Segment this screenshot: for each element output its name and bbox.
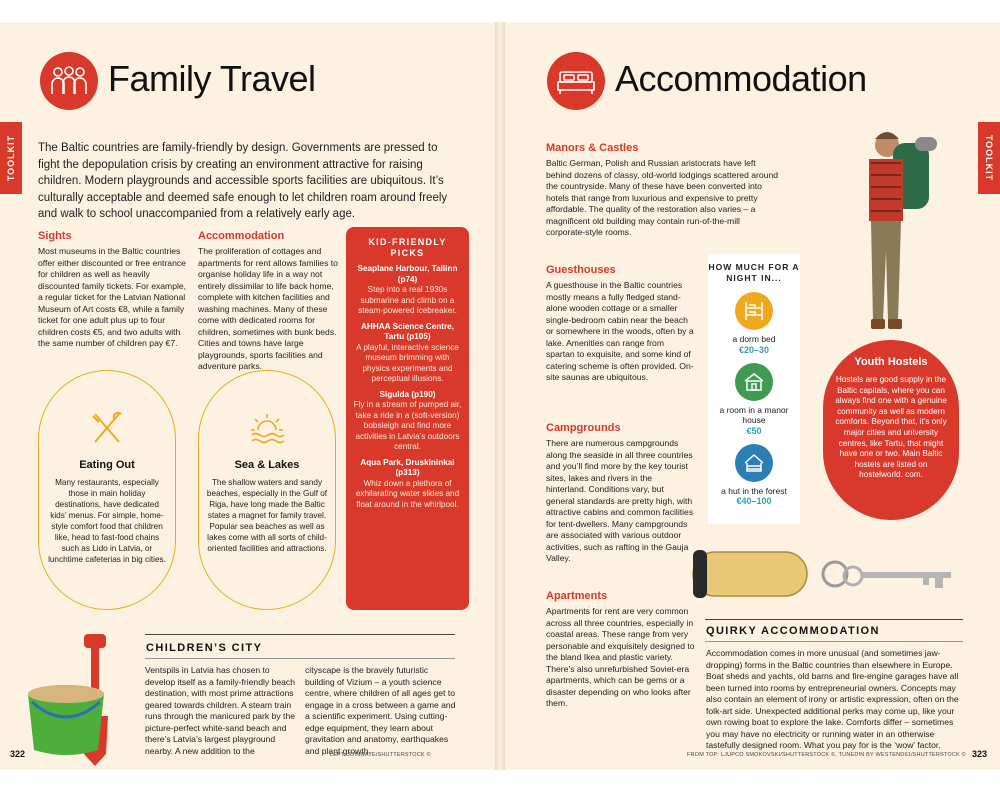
youth-hostels-box <box>823 340 959 520</box>
manor-label: a room in a manor house <box>719 404 789 425</box>
accommodation-heading: Accommodation <box>198 230 285 242</box>
bunk-bed-icon <box>735 292 773 330</box>
family-icon <box>40 52 98 110</box>
pick-name: AHHAA Science Centre, Tartu (p105) <box>361 321 454 341</box>
pick-desc: Step into a real 1930s submarine and climb on a steam-powered icebreaker. <box>358 285 457 315</box>
guesthouses-heading: Guesthouses <box>546 264 616 276</box>
sights-text: Most museums in the Baltic countries offer either discounted or free entrance for children as well as heavily discounted family tickets. For example, a regular ticket for the Latvian National Museum of Art costs €8, while a family ticket for one adult plus up to four children costs €5, and two adults with the same number of children pay €7. <box>38 246 187 348</box>
manor-price: €50 <box>746 425 762 436</box>
intro-paragraph: The Baltic countries are family-friendly by design. Governments are pressed to fight the depopulation crisis by creating an environment attractive for raising children. Modern playgrounds and accessible sports facilities are ubiquitous. It’s culturally acceptable and deemed safe enough to let children roam around freely and walk to school unaccompanied from a relatively early age. <box>38 142 448 220</box>
divider-rule <box>145 634 455 635</box>
forest-hut-icon <box>735 444 773 482</box>
pick-desc: Fly in a stream of pumped air, take a ride in a (soft-version) bobsleigh and find more activities in Latvia’s outdoors central. <box>353 400 462 451</box>
how-much-title: HOW MUCH FOR A NIGHT IN... <box>708 262 800 283</box>
quirky-text: Accommodation comes in more unusual (and sometimes jaw-dropping) forms in the Baltic countries than elsewhere in Europe. Boat sheds and yachts, old barns and fire-engine garages have all been turned into rooms by entrepreneurial owners. Concepts may also contain an element of irony or artistic expression, often on the folk-art side. Unexpected additional perks may come up, like your own rowing boat to explore the lake. Comforts differ – sometimes you may have no electricity or running water in an otherwise tastefully designed room. What you pay for is the ‘wow’ factor. <box>706 648 959 750</box>
toolkit-tab-left[interactable] <box>0 122 22 194</box>
backpacker-photo <box>835 127 945 354</box>
hut-label: a hut in the forest <box>721 485 787 496</box>
divider-rule <box>705 619 963 620</box>
manors-text: Baltic German, Polish and Russian aristocrats have left behind dozens of classy, old-world lodgings scattered around the countryside. Many of these have been converted into hotels that range from luxurious and expensive to pretty affordable. The quality of the restoration also varies – a magnificent old building may contain run-of-the-mill corporate-style rooms. <box>546 158 779 237</box>
campgrounds-text: There are numerous campgrounds along the seaside in all three countries and you’ll find more by the key tourist sites, lakes and rivers in the hinterland. Conditions vary, but general standards are pretty high, with attractive cabins and common facilities for tent-dwellers. Many campgrounds are associated with various outdoor activities, such as rafting in the Gauja Valley. <box>546 438 694 563</box>
guesthouses-text: A guesthouse in the Baltic countries mostly means a fully fledged stand-alone wooden cottage or a smaller single-bedroom cabin near the beach or somewhere in the woods, often by a lake. Amenities can range from spartan to exquisite, and some kind of catering scheme is often provided. On-site saunas are ubiquitous. <box>546 280 694 382</box>
dorm-price: €20–30 <box>738 344 770 355</box>
bed-icon <box>547 52 605 110</box>
left-page <box>0 22 495 770</box>
eating-out-heading: Eating Out <box>79 459 135 471</box>
pick-desc: A playful, interactive science museum brimming with physics experiments and perceptual illusions. <box>356 342 459 383</box>
sights-heading: Sights <box>38 230 72 242</box>
photo-credit-left: LEFT: JOINGATE/SHUTTERSTOCK © <box>330 752 431 758</box>
dorm-label: a dorm bed <box>732 334 776 344</box>
eating-out-text: Many restaurants, especially those in main holiday destinations, have dedicated kids’ menus. For simple, home-style comfort food that children like, head to fast-food chains such as Lido in Latvia, or lunchtime cafeterias in big cities. <box>48 478 166 564</box>
apartments-text: Apartments for rent are very common across all three countries, especially in coastal areas. These range from very personable and exquisitely designed to the bland Ikea and plastic variety. There’s also unrefurbished Soviet-era apartments, which can be gems or a disaster depending on who looks after them. <box>546 606 695 708</box>
campgrounds-heading: Campgrounds <box>546 422 621 434</box>
sea-lakes-heading: Sea & Lakes <box>234 459 300 471</box>
page-title-accommodation: Accommodation <box>615 58 867 99</box>
childrens-city-col2: cityscape is the bravely futuristic building of Vizium – a youth science centre, where children of all ages get to engage in a cross between a game and a scientific experiment. Using cutting-edge equipment, they learn about gravitation and anatomy, earthquakes and plant growth. <box>305 665 456 756</box>
page-number-right: 323 <box>972 749 988 759</box>
how-much-box <box>708 254 800 524</box>
youth-hostels-text: Hostels are good supply in the Baltic capitals, where you can always find one with a genuine community as well as modern comforts. Beyond that, it’s only major cities and university centres, like Tartu, that might have one or two. Main Baltic hostels are listed on hostelworld. com. <box>835 375 947 480</box>
page-title-family-travel: Family Travel <box>108 58 316 99</box>
sea-lakes-text: The shallow waters and sandy beaches, especially in the Gulf of Riga, have long made the Baltic states a magnet for family travel. Popular sea beaches as well as lakes come with all sorts of child-oriented facilities and attractions. <box>206 478 328 553</box>
book-gutter <box>495 22 505 770</box>
pick-name: Seaplane Harbour, Tallinn (p74) <box>357 264 458 284</box>
right-page <box>505 22 1000 770</box>
youth-hostels-heading: Youth Hostels <box>854 356 928 368</box>
sun-waves-icon <box>249 410 285 451</box>
bucket-spade-image <box>22 632 142 770</box>
toolkit-label: TOOLKIT <box>984 134 994 182</box>
photo-credit-right: FROM TOP: LJUPCO SMOKOVSKI/SHUTTERSTOCK ©, TUNEDIN BY WESTEND61/SHUTTERSTOCK © <box>687 752 966 758</box>
childrens-city-col1: Ventspils in Latvia has chosen to develop itself as a family-friendly beach destination, with most prime attractions geared towards children. A steam train runs through the manicured park by the picture-perfect white-sand beach and there’s Latvia’s largest playground nearby. A new addition to the <box>145 665 296 756</box>
hut-price: €40–100 <box>736 496 772 506</box>
toolkit-tab-right[interactable] <box>978 122 1000 194</box>
toolkit-label: TOOLKIT <box>6 134 16 182</box>
pick-name: Sigulda (p190) <box>379 389 436 399</box>
childrens-city-heading: CHILDREN’S CITY <box>146 642 263 654</box>
quirky-heading: QUIRKY ACCOMMODATION <box>706 625 880 637</box>
manors-heading: Manors & Castles <box>546 142 639 154</box>
apartments-heading: Apartments <box>546 590 608 602</box>
page-number-left: 322 <box>10 749 26 759</box>
kid-friendly-title: KID-FRIENDLY PICKS <box>368 237 447 258</box>
divider-rule <box>705 641 963 642</box>
kid-friendly-picks-box <box>346 227 469 610</box>
pick-desc: Whiz down a plethora of exhilarating water slides and float around in the whirlpool. <box>355 478 460 509</box>
manor-house-icon <box>735 363 773 401</box>
fork-knife-icon <box>89 410 125 451</box>
key-image <box>685 542 965 617</box>
pick-name: Aqua Park, Druskininkai (p313) <box>360 457 455 477</box>
accommodation-text: The proliferation of cottages and apartments for rent allows families to organise holiday life in a way not entirely dissimilar to life back home, complete with kitchen facilities and washing machines. Many of these come with dedicated rooms for children, sometimes with bunk beds. Cities and towns have large playgrounds, sports facilities and adventure parks. <box>198 246 338 371</box>
divider-rule <box>145 658 455 659</box>
